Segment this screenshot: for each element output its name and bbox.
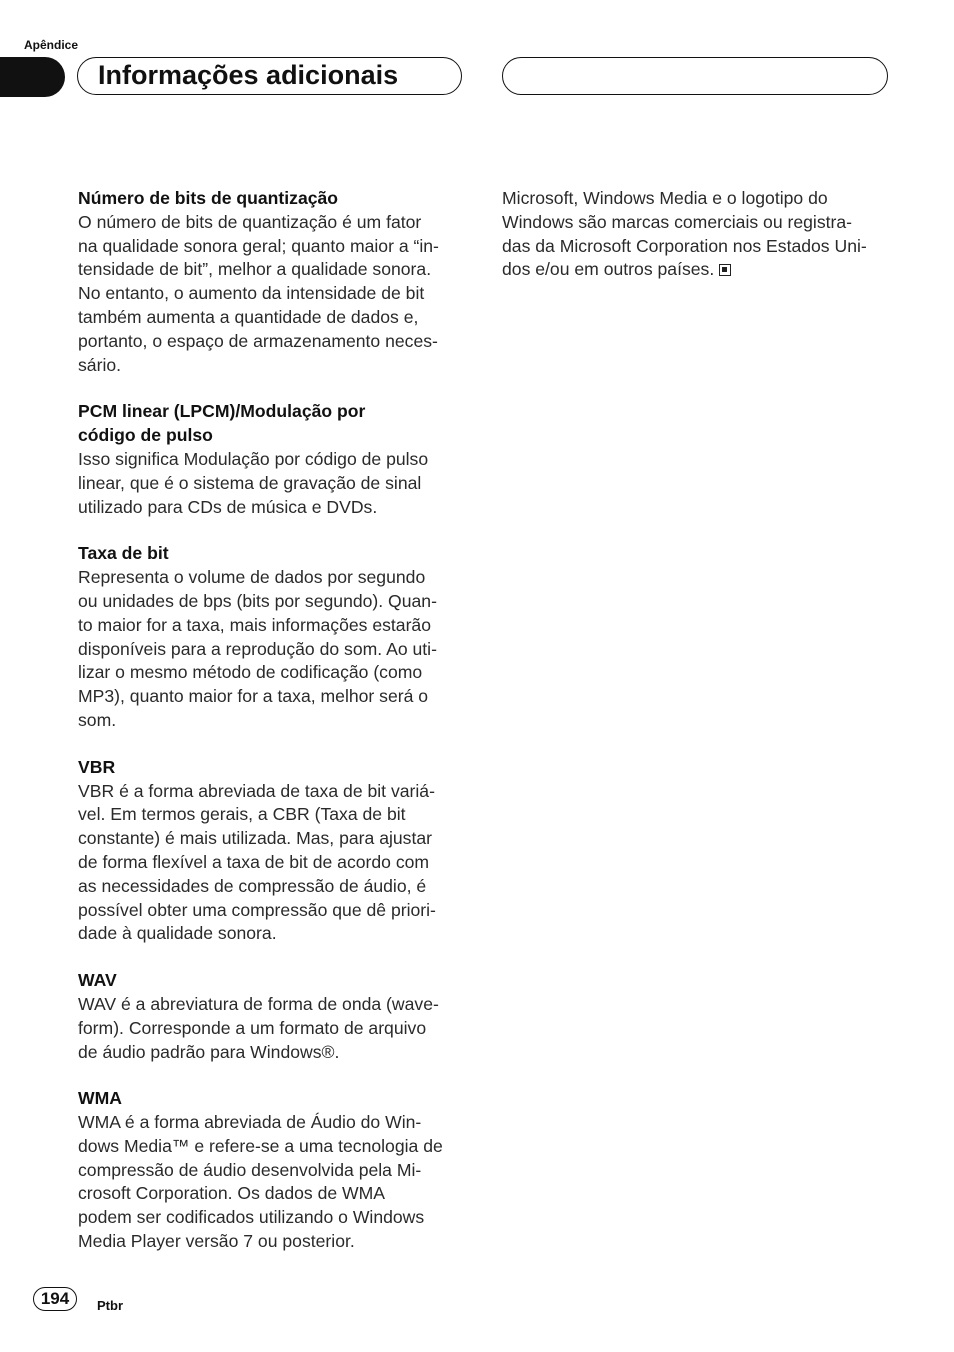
end-of-section-icon — [719, 264, 731, 276]
definition-line: Isso significa Modulação por código de pulso — [78, 448, 429, 469]
trademark-text: dos e/ou em outros países. — [502, 259, 715, 280]
glossary-term — [78, 187, 468, 211]
definition-line: No entanto, o aumento da intensidade de bit — [78, 283, 425, 304]
definition-line: de forma flexível a taxa de bit de acordo com — [78, 851, 430, 872]
left-column — [78, 187, 468, 1277]
definition-line: O número de bits de quantização é um fator — [78, 211, 422, 232]
definition-line: compressão de áudio desenvolvida pela Mi- — [78, 1159, 422, 1180]
term-line: Taxa de bit — [78, 543, 169, 564]
glossary-definition — [78, 448, 468, 519]
definition-line: WAV é a abreviatura de forma de onda (wave- — [78, 993, 439, 1014]
trademark-line — [502, 211, 894, 235]
definition-line: som. — [78, 709, 117, 730]
glossary-definition — [78, 1111, 468, 1254]
definition-line: dows Media™ e refere-se a uma tecnologia de — [78, 1135, 443, 1156]
right-column — [502, 187, 894, 282]
definition-line: crosoft Corporation. Os dados de WMA — [78, 1183, 386, 1204]
glossary-entry — [78, 969, 468, 1064]
definition-line: MP3), quanto maior for a taxa, melhor será o — [78, 686, 429, 707]
definition-line: disponíveis para a reprodução do som. Ao uti- — [78, 638, 437, 659]
title-box — [77, 57, 462, 95]
glossary-entry — [78, 542, 468, 732]
glossary-definition — [78, 993, 468, 1064]
definition-line: linear, que é o sistema de gravação de sinal — [78, 472, 422, 493]
trademark-line — [502, 187, 894, 211]
definition-line: na qualidade sonora geral; quanto maior a “in- — [78, 235, 439, 256]
empty-header-box — [502, 57, 888, 95]
trademark-text: Microsoft, Windows Media e o logotipo do — [502, 188, 828, 208]
definition-line: lizar o mesmo método de codificação (como — [78, 662, 423, 683]
definition-line: podem ser codificados utilizando o Windows — [78, 1207, 425, 1228]
definition-line: ou unidades de bps (bits por segundo). Quan- — [78, 590, 437, 611]
definition-line: portanto, o espaço de armazenamento neces- — [78, 330, 438, 351]
definition-line: de áudio padrão para Windows®. — [78, 1041, 340, 1062]
glossary-definition — [78, 780, 468, 947]
section-tab-marker — [0, 57, 65, 97]
term-line: WMA — [78, 1088, 122, 1109]
language-label: Ptbr — [97, 1298, 123, 1313]
page-number: 194 — [33, 1287, 77, 1311]
term-line: código de pulso — [78, 425, 213, 446]
definition-line: utilizado para CDs de música e DVDs. — [78, 496, 378, 517]
term-line: VBR — [78, 756, 116, 777]
glossary-term — [78, 542, 468, 566]
glossary-entry — [78, 756, 468, 946]
definition-line: dade à qualidade sonora. — [78, 923, 277, 944]
glossary-term — [78, 1087, 468, 1111]
trademark-text: das da Microsoft Corporation nos Estados Uni- — [502, 235, 867, 256]
glossary-term — [78, 969, 468, 993]
definition-line: Representa o volume de dados por segundo — [78, 567, 426, 588]
definition-line: sário. — [78, 354, 122, 375]
term-line: WAV — [78, 970, 117, 991]
definition-line: vel. Em termos gerais, a CBR (Taxa de bit — [78, 804, 406, 825]
trademark-line — [502, 235, 894, 259]
glossary-term — [78, 756, 468, 780]
glossary-entry — [78, 187, 468, 377]
definition-line: constante) é mais utilizada. Mas, para ajustar — [78, 828, 432, 849]
term-line: Número de bits de quantização — [78, 188, 339, 208]
definition-line: as necessidades de compressão de áudio, é — [78, 875, 427, 896]
trademark-line — [502, 258, 894, 282]
glossary-term — [78, 400, 468, 448]
definition-line: também aumenta a quantidade de dados e, — [78, 306, 419, 327]
glossary-definition — [78, 566, 468, 733]
definition-line: to maior for a taxa, mais informações estarão — [78, 614, 432, 635]
definition-line: VBR é a forma abreviada de taxa de bit variá- — [78, 780, 435, 801]
definition-line: WMA é a forma abreviada de Áudio do Win- — [78, 1112, 422, 1133]
section-label: Apêndice — [24, 38, 79, 52]
glossary-entry — [78, 1087, 468, 1254]
definition-line: possível obter uma compressão que dê priori- — [78, 899, 436, 920]
definition-line: Media Player versão 7 ou posterior. — [78, 1231, 355, 1252]
page-title: Informações adicionais — [98, 60, 399, 90]
term-line: PCM linear (LPCM)/Modulação por — [78, 401, 366, 422]
definition-line: form). Corresponde a um formato de arquivo — [78, 1017, 427, 1038]
glossary-entry — [78, 400, 468, 519]
definition-line: tensidade de bit”, melhor a qualidade sonora. — [78, 259, 432, 280]
trademark-text: Windows são marcas comerciais ou registra- — [502, 211, 853, 232]
glossary-definition — [78, 211, 468, 378]
